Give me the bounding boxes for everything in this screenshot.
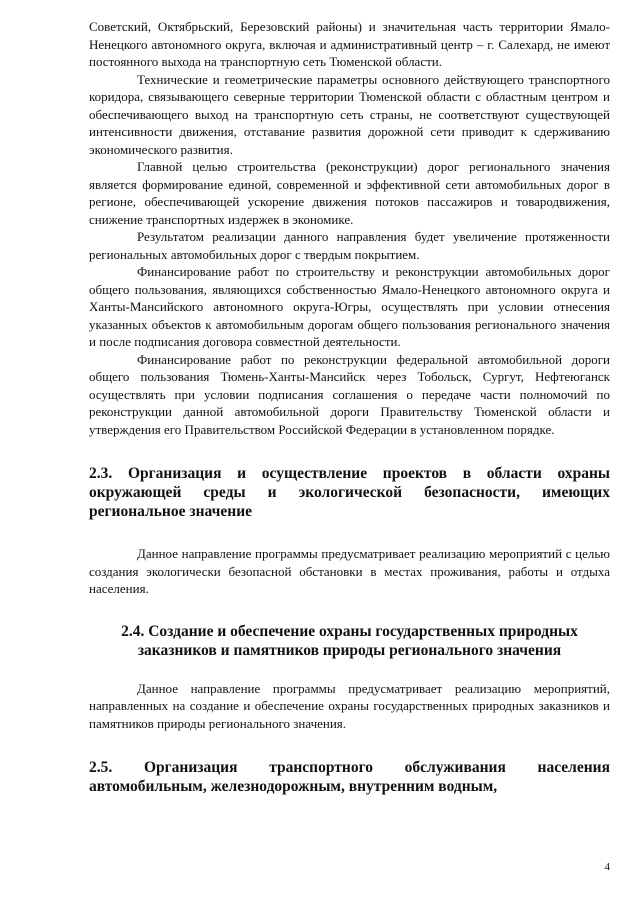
paragraph-5: Финансирование работ по строительству и реконструкции автомобильных дорог общего пользования, являющихся собственностью Ямало-Ненецкого автономного округа и Ханты-Мансийского автономного округа-Югры, осуществлять при условии отнесения указанных объектов к автомобильным дорогам общего пользования регионального значения и после подписания договора совместной деятельности. <box>89 264 610 349</box>
paragraph-4: Результатом реализации данного направления будет увеличение протяженности региональных автомобильных дорог с твердым покрытием. <box>89 229 610 262</box>
paragraph-1: Советский, Октябрьский, Березовский районы) и значительная часть территории Ямало-Ненецкого автономного округа, включая и административный центр – г. Салехард, не имеют постоянного выхода на транспортную сеть Тюменской области. <box>89 19 610 69</box>
paragraph-6: Финансирование работ по реконструкции федеральной автомобильной дороги общего пользования Тюмень-Ханты-Мансийск через Тобольск, Сургут, Нефтеюганск осуществлять при условии подписания соглашения о передаче части полномочий по реконструкции данной автомобильной дороги Правительству Тюменской области и утверждения его Правительством Российской Федерации в установленном порядке. <box>89 351 610 437</box>
section-2-4-heading: 2.4. Создание и обеспечение охраны государственных природных заказников и памятников природы регионального значения <box>121 622 578 659</box>
section-2-3-text: Данное направление программы предусматривает реализацию мероприятий с целью создания экологически безопасной обстановки в местах проживания, работы и отдыха населения. <box>89 546 610 596</box>
paragraph-3: Главной целью строительства (реконструкции) дорог регионального значения является формирование единой, современной и эффективной сети автомобильных дорог в регионе, обеспечивающей ускорение движения потоков пассажиров и товародвижения, снижение транспортных издержек в экономике. <box>89 159 610 227</box>
section-2-4-text: Данное направление программы предусматривает реализацию мероприятий, направленных на создание и обеспечение охраны государственных природных заказников и памятников природы регионального значения. <box>89 680 610 731</box>
section-2-3-heading: 2.3. Организация и осуществление проектов в области охраны окружающей среды и экологической безопасности, имеющих региональное значение <box>89 465 610 520</box>
paragraph-2: Технические и геометрические параметры основного действующего транспортного коридора, связывающего северные территории Тюменской области с областным центром и обеспечивающего выход на транспортную сеть страны, не соответствуют существующей интенсивности движения, отставание развития дорожной сети приводит к сдерживанию экономического развития. <box>89 71 610 157</box>
section-2-5-heading: 2.5. Организация транспортного обслуживания населения автомобильным, железнодорожным, внутренним водным, <box>89 759 610 795</box>
document-page <box>89 18 610 796</box>
page-number: 4 <box>604 861 610 873</box>
